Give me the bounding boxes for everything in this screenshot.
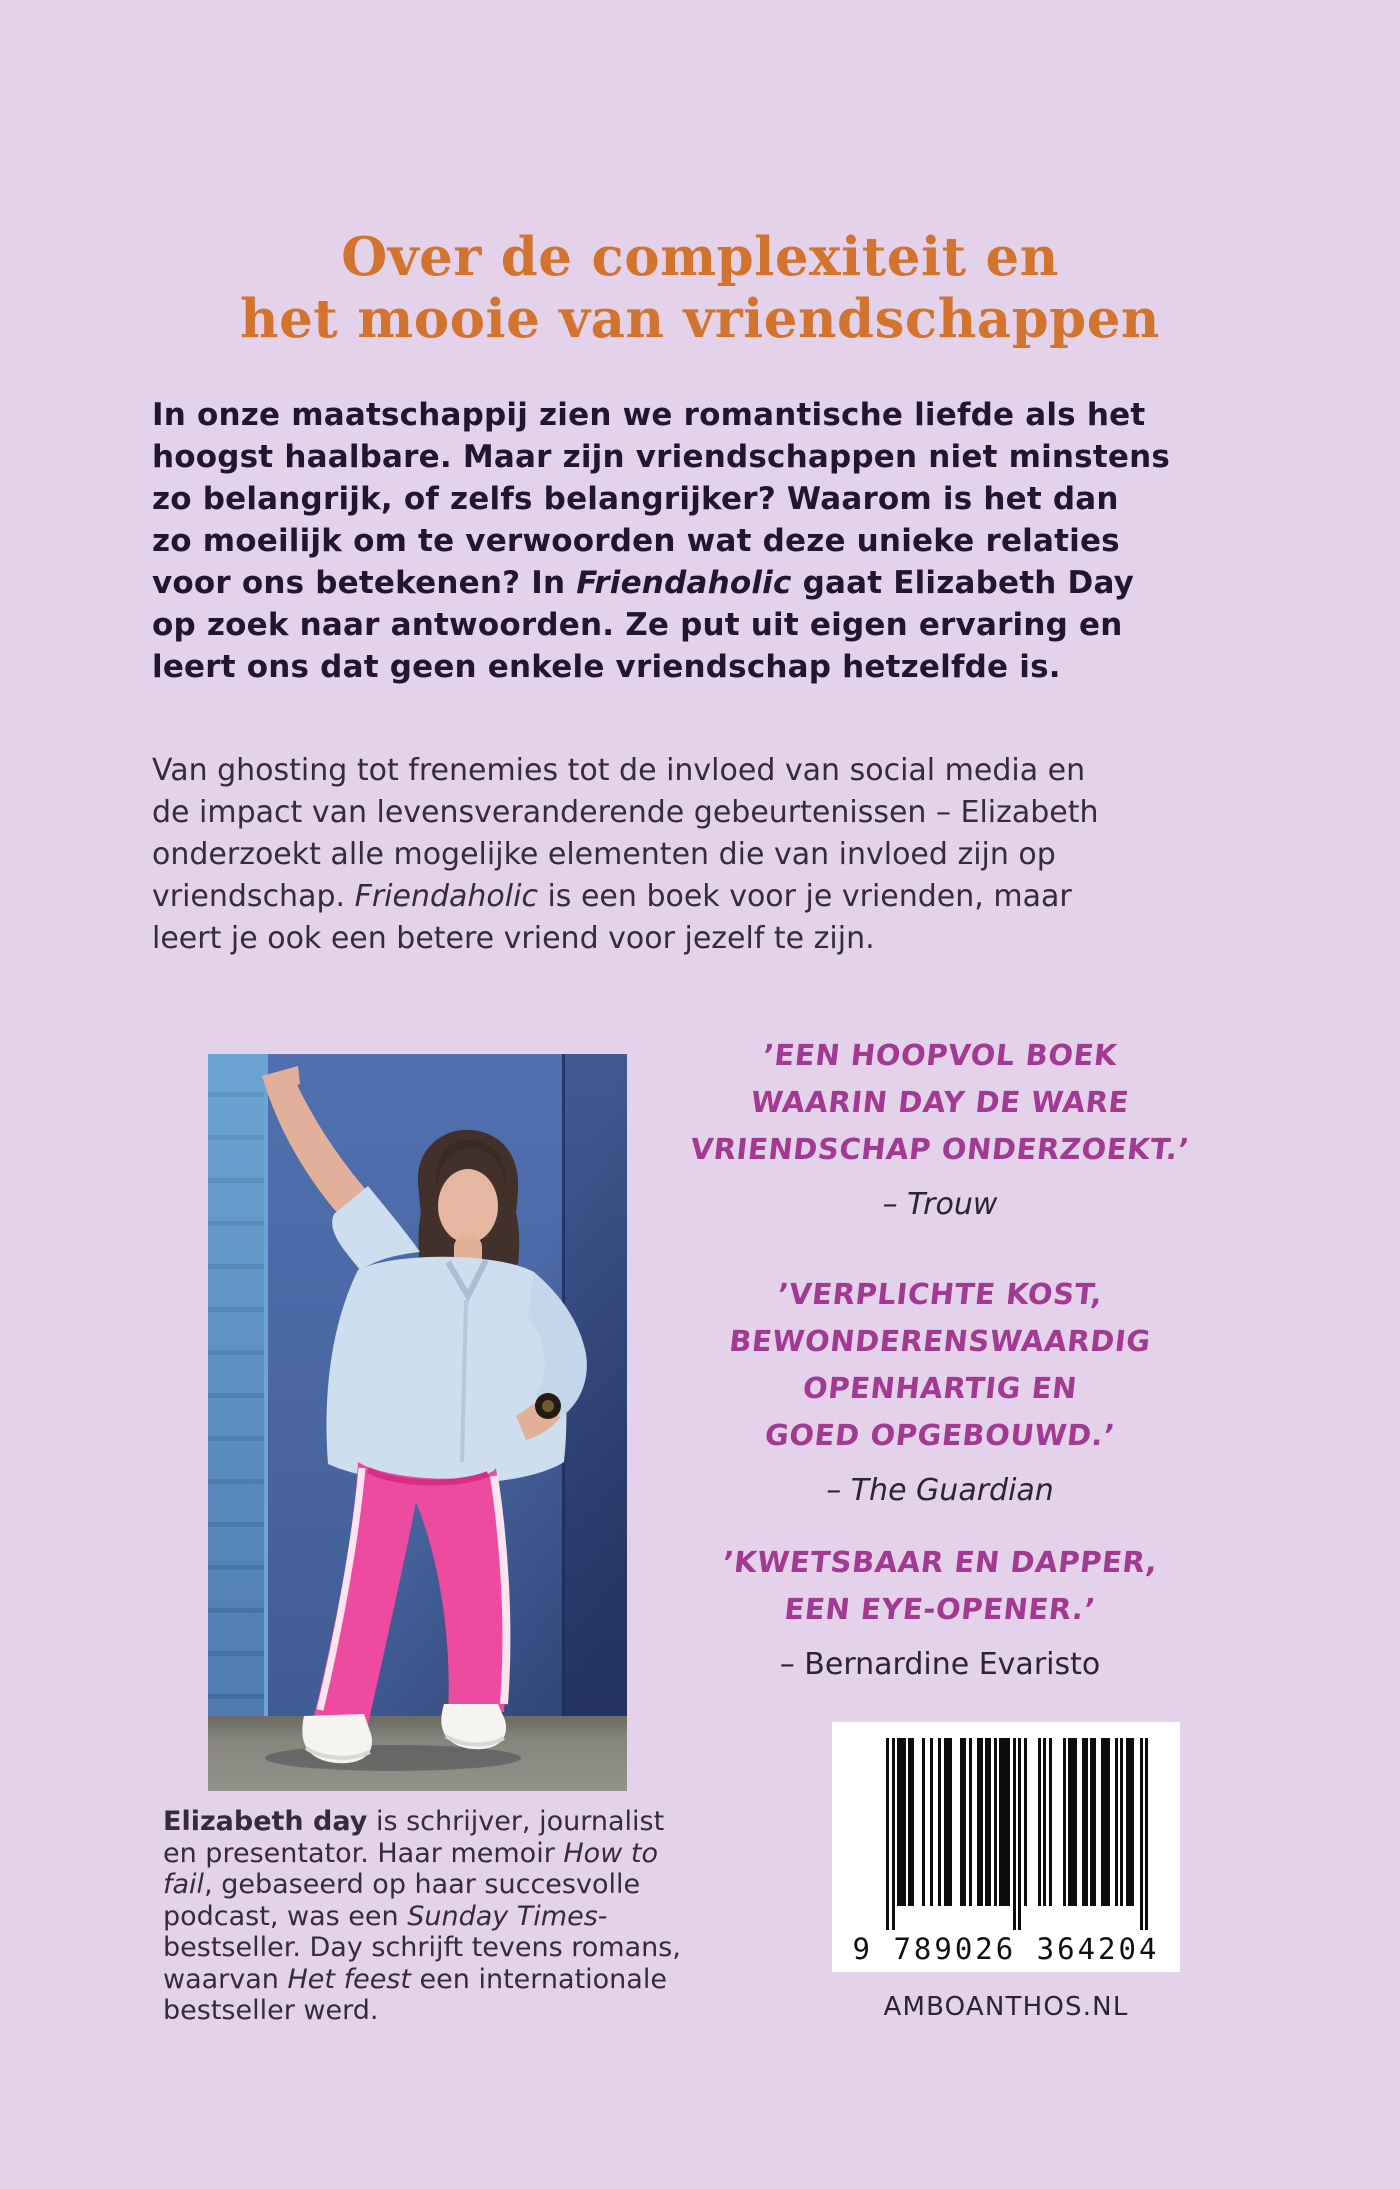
barcode-bar [1024, 1738, 1027, 1906]
barcode-bar [911, 1738, 914, 1906]
barcode-bar [1063, 1738, 1066, 1906]
barcode-bar [988, 1738, 991, 1906]
text-line: bestseller. Day schrijft tevens romans, [163, 1932, 681, 1963]
watch-face [542, 1400, 554, 1412]
barcode-bar [892, 1738, 895, 1930]
quote-evaristo [650, 1539, 1230, 1685]
author-bio [163, 1806, 681, 2027]
text-line: de impact van levensveranderende gebeurtenissen – Elizabeth [152, 795, 1099, 830]
author-photo [208, 1054, 627, 1791]
quote-trouw [650, 1032, 1230, 1225]
barcode-bar [1085, 1738, 1088, 1906]
tagline-line-2: het mooie van vriendschappen [240, 288, 1160, 350]
barcode-bar [1107, 1738, 1110, 1906]
quote-attribution: – Bernardine Evaristo [779, 1647, 1101, 1682]
text-line: Elizabeth day is schrijver, journalist [163, 1806, 665, 1837]
barcode-bar [1131, 1738, 1134, 1906]
shirt [326, 1257, 566, 1484]
barcode-bar [1007, 1738, 1010, 1906]
text-line: vriendschap. Friendaholic is een boek voor je vrienden, maar [152, 879, 1072, 914]
barcode-bar [1074, 1738, 1077, 1906]
barcode-bar [1043, 1738, 1046, 1906]
text-line: en presentator. Haar memoir How to [163, 1837, 658, 1869]
barcode-bar [949, 1738, 952, 1906]
text-line: leert je ook een betere vriend voor jezelf te zijn. [152, 921, 875, 956]
quote-line: OPENHARTIG EN [801, 1371, 1079, 1405]
text-line: zo belangrijk, of zelfs belangrijker? Waarom is het dan [152, 481, 1119, 517]
text-line: podcast, was een Sunday Times- [163, 1900, 608, 1932]
barcode-bar [1145, 1738, 1148, 1930]
barcode-bar [1115, 1738, 1118, 1906]
quote-line: ’VERPLICHTE KOST, [775, 1277, 1105, 1311]
barcode-bar [1013, 1738, 1016, 1930]
quote-attribution: – Trouw [882, 1187, 998, 1222]
text-line: leert ons dat geen enkele vriendschap hetzelfde is. [152, 649, 1061, 685]
barcode-bar [930, 1738, 933, 1906]
barcode-bar [886, 1738, 889, 1930]
tagline-line-1: Over de complexiteit en [341, 226, 1059, 288]
quote-line: WAARIN DAY DE WARE [749, 1085, 1131, 1119]
quote-line: ’EEN HOOPVOL BOEK [761, 1038, 1119, 1072]
barcode-bar [1049, 1738, 1052, 1906]
review-quotes [650, 1032, 1230, 1731]
barcode-bar [1140, 1738, 1143, 1930]
barcode-bar [938, 1738, 941, 1906]
text-line: onderzoekt alle mogelijke elementen die van invloed zijn op [152, 837, 1056, 872]
barcode-bar [903, 1738, 906, 1906]
text-line: Van ghosting tot frenemies tot de invloed van social media en [152, 753, 1086, 788]
quote-line: BEWONDERENSWAARDIG [727, 1324, 1153, 1358]
barcode-bars [886, 1738, 1148, 1934]
text-line: op zoek naar antwoorden. Ze put uit eigen ervaring en [152, 607, 1123, 643]
quote-attribution: – The Guardian [826, 1473, 1054, 1508]
text-line: waarvan Het feest een internationale [163, 1963, 667, 1995]
tagline [0, 226, 1400, 350]
barcode-bar [922, 1738, 925, 1906]
text-line: zo moeilijk om te verwoorden wat deze unieke relaties [152, 523, 1120, 559]
barcode [832, 1722, 1180, 1972]
barcode-bar [994, 1738, 997, 1906]
barcode-number: 9 789026 364204 [852, 1932, 1160, 1966]
barcode-bar [963, 1738, 966, 1906]
barcode-bar [969, 1738, 972, 1906]
text-line: fail, gebaseerd op haar succesvolle [163, 1869, 641, 1900]
text-line: bestseller werd. [163, 1995, 379, 2026]
face [438, 1169, 498, 1243]
quote-line: ’KWETSBAAR EN DAPPER, [720, 1545, 1160, 1579]
barcode-bar [1018, 1738, 1021, 1930]
raised-arm [266, 1078, 368, 1216]
quote-line: VRIENDSCHAP ONDERZOEKT.’ [688, 1132, 1192, 1166]
intro-paragraph-bold [152, 394, 1170, 688]
barcode-bar [1120, 1738, 1123, 1906]
quote-guardian [650, 1271, 1230, 1511]
barcode-bar [1038, 1738, 1041, 1906]
text-line: hoogst haalbare. Maar zijn vriendschappen niet minstens [152, 439, 1171, 475]
text-line: voor ons betekenen? In Friendaholic gaat Elizabeth Day [152, 565, 1135, 601]
quote-line: GOED OPGEBOUWD.’ [763, 1418, 1117, 1452]
barcode-bar [980, 1738, 983, 1906]
author-figure-illustration [208, 1054, 627, 1791]
text-line: In onze maatschappij zien we romantische liefde als het [152, 397, 1146, 433]
barcode-bar [1093, 1738, 1096, 1906]
intro-paragraph [152, 750, 1099, 960]
quote-line: EEN EYE-OPENER.’ [782, 1592, 1098, 1626]
publisher-website: AMBOANTHOS.NL [883, 1992, 1129, 2022]
